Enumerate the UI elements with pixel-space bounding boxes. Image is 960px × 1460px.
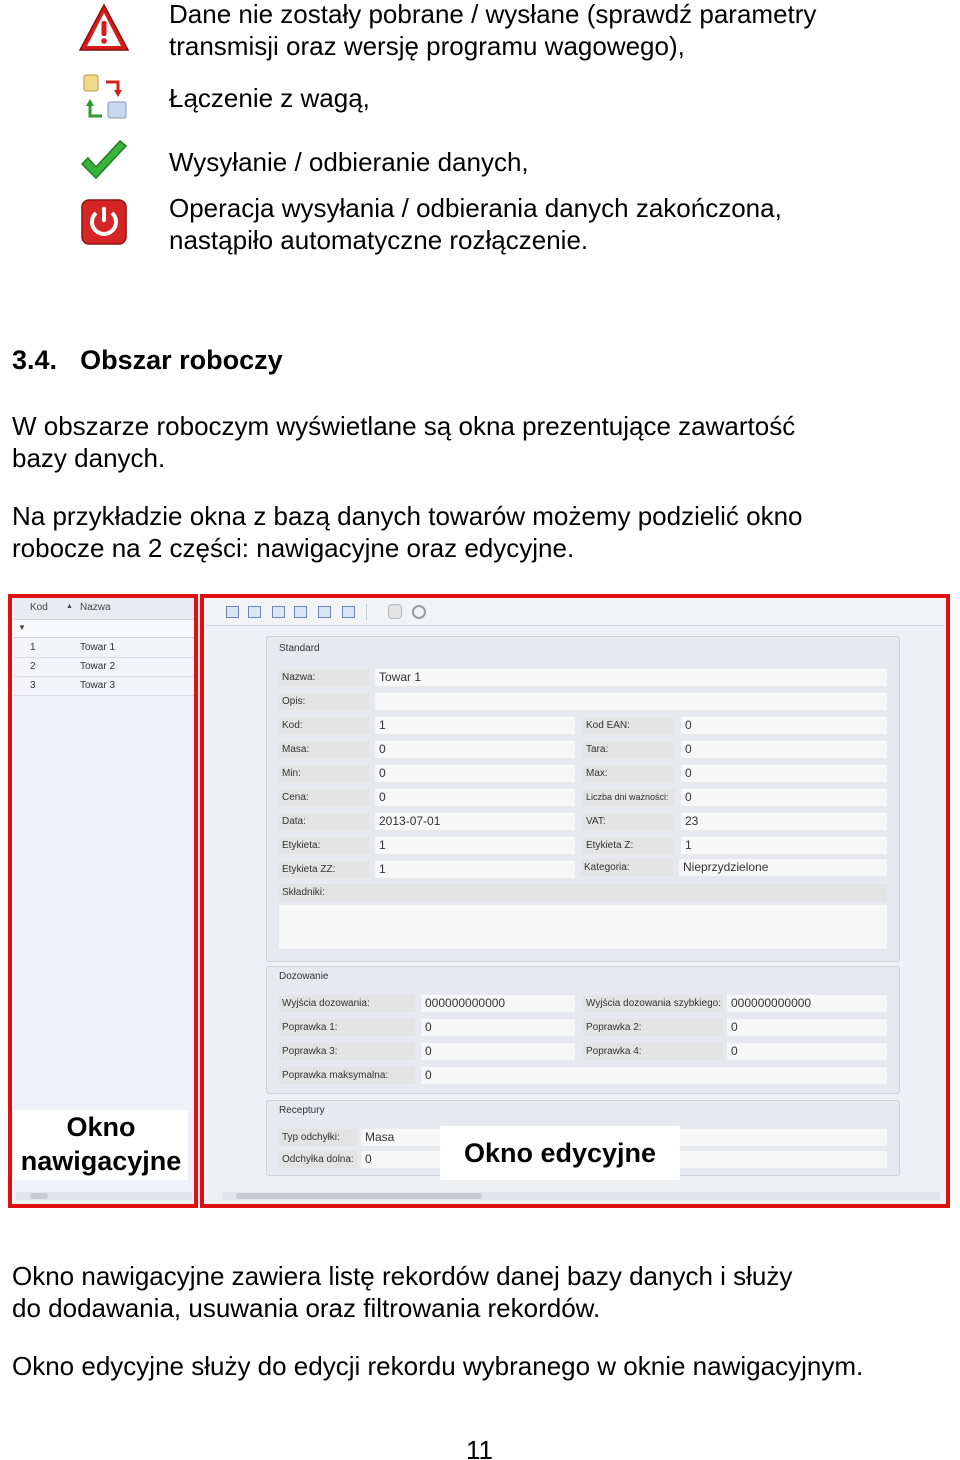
field-input-data[interactable]: 2013-07-01: [375, 813, 575, 830]
nav-overlay-label: Okno nawigacyjne: [14, 1110, 188, 1180]
field-select-kategoria[interactable]: Nieprzydzielone: [679, 859, 887, 876]
field-label-poprawka-1: Poprawka 1:: [279, 1019, 415, 1036]
field-label-nazwa: Nazwa:: [279, 669, 369, 686]
field-label-typ-odchylki: Typ odchyłki:: [279, 1129, 357, 1146]
nav-col-nazwa[interactable]: Nazwa: [80, 602, 111, 613]
field-input-kod[interactable]: 1: [375, 717, 575, 734]
paragraph-4: Okno edycyjne służy do edycji rekordu wybranego w oknie nawigacyjnym.: [12, 1351, 864, 1381]
field-input-wyjscia-szybkiego[interactable]: 000000000000: [727, 995, 887, 1012]
field-label-tara: Tara:: [583, 741, 673, 758]
field-label-masa: Masa:: [279, 741, 369, 758]
field-label-data: Data:: [279, 813, 369, 830]
field-input-etykieta-zz[interactable]: 1: [375, 861, 575, 878]
field-input-kod-ean[interactable]: 0: [681, 717, 887, 734]
paragraph-2: Na przykładzie okna z bazą danych towarów możemy podzielić okno robocze na 2 części: nawigacyjne oraz edycyjne.: [12, 501, 803, 563]
group-standard-title: Standard: [279, 643, 320, 654]
field-label-opis: Opis:: [279, 693, 369, 710]
field-input-poprawka-4[interactable]: 0: [727, 1043, 887, 1060]
legend-power-text: Operacja wysyłania / odbierania danych zakończona, nastąpiło automatyczne rozłączenie.: [169, 193, 782, 255]
field-label-kategoria: Kategoria:: [581, 859, 673, 876]
field-input-poprawka-3[interactable]: 0: [421, 1043, 575, 1060]
section-title: Obszar roboczy: [80, 345, 283, 375]
field-input-vat[interactable]: 23: [681, 813, 887, 830]
editor-highlight-frame: [200, 594, 950, 1208]
field-input-max[interactable]: 0: [681, 765, 887, 782]
row-kod: 2: [30, 661, 36, 672]
field-label-wyjscia-dozowania: Wyjścia dozowania:: [279, 995, 415, 1012]
field-label-wyjscia-szybkiego: Wyjścia dozowania szybkiego:: [583, 995, 723, 1012]
field-input-tara[interactable]: 0: [681, 741, 887, 758]
field-select-typ-odchylki[interactable]: Masa: [361, 1129, 887, 1146]
field-label-vat: VAT:: [583, 813, 673, 830]
field-label-poprawka-maksymalna: Poprawka maksymalna:: [279, 1067, 415, 1084]
field-label-kod: Kod:: [279, 717, 369, 734]
field-input-poprawka-1[interactable]: 0: [421, 1019, 575, 1036]
paragraph-1: W obszarze roboczym wyświetlane są okna prezentujące zawartość bazy danych.: [12, 411, 796, 473]
row-kod: 1: [30, 642, 36, 653]
field-label-poprawka-3: Poprawka 3:: [279, 1043, 415, 1060]
field-input-liczba-dni[interactable]: 0: [681, 789, 887, 806]
section-number: 3.4.: [12, 345, 58, 375]
field-label-cena: Cena:: [279, 789, 369, 806]
field-label-min: Min:: [279, 765, 369, 782]
legend-power-icon: [78, 196, 130, 248]
group-dozowanie-title: Dozowanie: [279, 971, 329, 982]
field-input-cena[interactable]: 0: [375, 789, 575, 806]
field-input-nazwa[interactable]: Towar 1: [375, 669, 887, 686]
filter-icon[interactable]: ▼: [18, 623, 26, 632]
field-label-max: Max:: [583, 765, 673, 782]
section-heading: [12, 345, 283, 376]
field-input-odchylka-dolna[interactable]: 0: [361, 1151, 887, 1168]
field-label-skladniki: Składniki:: [279, 884, 887, 901]
field-label-etykieta: Etykieta:: [279, 837, 369, 854]
field-input-min[interactable]: 0: [375, 765, 575, 782]
field-input-masa[interactable]: 0: [375, 741, 575, 758]
sort-arrow-icon: ▲: [66, 603, 73, 610]
field-label-kod-ean: Kod EAN:: [583, 717, 673, 734]
legend-checkmark-text: Wysyłanie / odbieranie danych,: [169, 147, 529, 177]
row-nazwa: Towar 3: [80, 680, 116, 691]
field-label-etykieta-zz: Etykieta ZZ:: [279, 861, 369, 878]
row-nazwa: Towar 2: [80, 661, 116, 672]
row-nazwa: Towar 1: [80, 642, 116, 653]
field-label-poprawka-2: Poprawka 2:: [583, 1019, 723, 1036]
legend-checkmark-icon: [78, 136, 130, 188]
paragraph-3: Okno nawigacyjne zawiera listę rekordów danej bazy danych i służy do dodawania, usuwania oraz filtrowania rekordów.: [12, 1261, 793, 1323]
legend-warning-icon: [78, 2, 130, 54]
legend-connect-text: Łączenie z wagą,: [169, 83, 370, 113]
field-label-odchylka-dolna: Odchyłka dolna:: [279, 1151, 357, 1168]
field-input-etykieta[interactable]: 1: [375, 837, 575, 854]
page-number: 11: [466, 1435, 493, 1460]
editor-overlay-label: Okno edycyjne: [440, 1126, 680, 1180]
field-input-poprawka-2[interactable]: 0: [727, 1019, 887, 1036]
field-input-wyjscia-dozowania[interactable]: 000000000000: [421, 995, 575, 1012]
field-input-etykieta-z[interactable]: 1: [681, 837, 887, 854]
row-kod: 3: [30, 680, 36, 691]
field-label-liczba-dni: Liczba dni ważności:: [583, 789, 675, 806]
field-input-poprawka-maksymalna[interactable]: 0: [421, 1067, 887, 1084]
legend-warning-text: Dane nie zostały pobrane / wysłane (sprawdź parametry transmisji oraz wersję programu wagowego),: [169, 0, 817, 61]
nav-col-kod[interactable]: Kod: [30, 602, 48, 613]
legend-connect-icon: [78, 72, 130, 124]
field-label-etykieta-z: Etykieta Z:: [583, 837, 673, 854]
group-receptury-title: Receptury: [279, 1105, 325, 1116]
field-label-poprawka-4: Poprawka 4:: [583, 1043, 723, 1060]
